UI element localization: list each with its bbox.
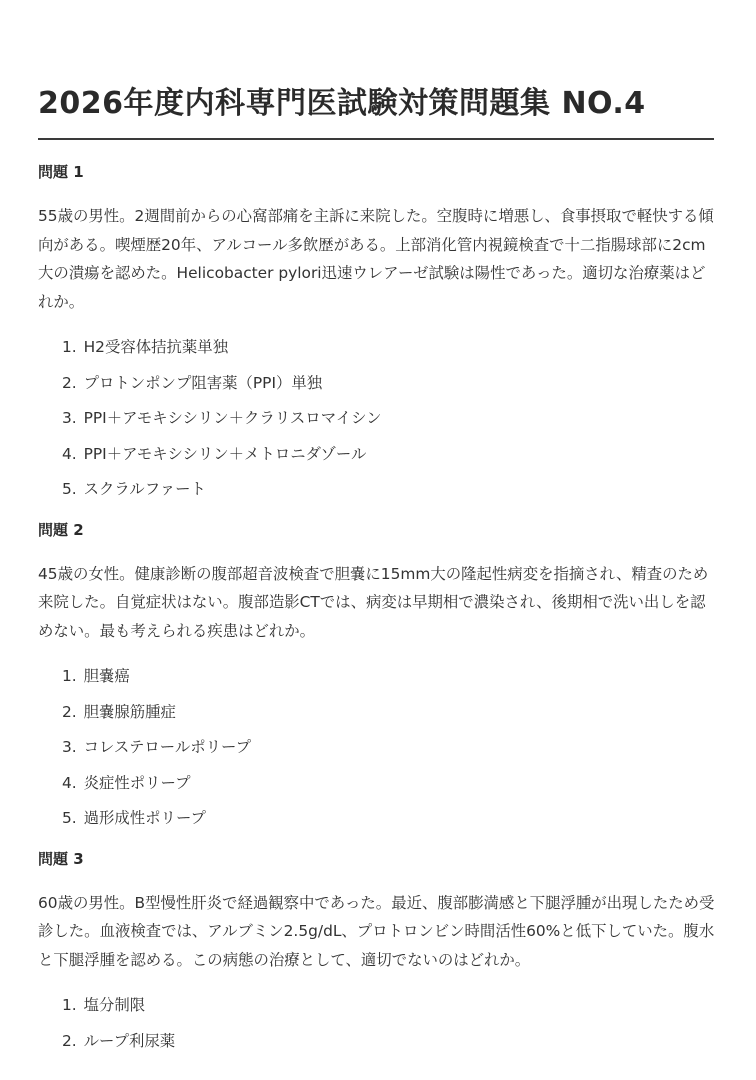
choice-number: 5. [62,480,77,498]
choice-item [62,366,718,402]
choice-text: H2受容体拮抗薬単独 [83,338,229,356]
choice-item [62,437,718,473]
choice-list [38,659,718,837]
choice-text: スクラルファート [83,480,206,498]
question-heading: 問題 3 [38,849,84,868]
question-heading: 問題 2 [38,520,84,539]
choice-item [62,401,718,437]
choice-number: 5. [62,809,77,827]
choice-number: 2. [62,373,77,392]
choice-list [38,330,718,508]
title-divider [38,138,714,140]
choice-item [62,801,718,837]
question-stem: 55歳の男性。2週間前からの心窩部痛を主訴に来院した。空腹時に増悪し、食事摂取で軽快する傾向がある。喫煙歴20年、アルコール多飲歴がある。上部消化管内視鏡検査で十二指腸球部に2cm大の潰瘍を認めた。Helicobacter pylori迅速ウレアーゼ試験は陽性であった。適切な治療薬はどれか。 [38,207,714,311]
choice-text: PPI＋アモキシシリン＋メトロニダゾール [83,444,367,463]
choice-number: 2. [62,1031,77,1050]
choice-item [62,330,718,366]
choice-number: 3. [62,409,77,427]
choice-text: 炎症性ポリープ [83,773,191,792]
choice-text: コレステロールポリープ [83,738,252,756]
document-title: 2026年度内科専門医試験対策問題集 NO.4 [38,86,646,121]
choice-text: ループ利尿薬 [83,1031,176,1050]
choice-item [62,695,718,731]
question-stem: 60歳の男性。B型慢性肝炎で経過観察中であった。最近、腹部膨満感と下腿浮腫が出現したため受診した。血液検査では、アルブミン2.5g/dL、プロトロンビン時間活性60%と低下していた。腹水と下腿浮腫を認める。この病態の治療として、適切でないのはどれか。 [38,893,715,969]
choice-text: 胆嚢腺筋腫症 [83,702,176,721]
choice-item [62,1024,718,1060]
choice-number: 3. [62,738,77,756]
choice-text: 胆嚢癌 [83,667,130,685]
choice-text: 過形成性ポリープ [83,809,206,827]
choice-number: 2. [62,702,77,721]
choice-item [62,659,718,695]
choice-number: 1. [62,996,77,1014]
question-stem: 45歳の女性。健康診断の腹部超音波検査で胆嚢に15mm大の隆起性病変を指摘され、精査のため来院した。自覚症状はない。腹部造影CTでは、病変は早期相で濃染され、後期相で洗い出しを認めない。最も考えられる疾患はどれか。 [38,564,709,640]
question-1 [38,162,718,508]
question-heading: 問題 1 [38,163,84,181]
choice-item [62,730,718,766]
choice-number: 1. [62,667,77,685]
choice-item [62,766,718,802]
choice-text: 塩分制限 [83,996,146,1014]
choice-number: 4. [62,444,77,463]
question-3 [38,849,718,1060]
choice-text: PPI＋アモキシシリン＋クラリスロマイシン [83,409,382,427]
choice-list [38,988,718,1059]
choice-item [62,988,718,1024]
choice-number: 1. [62,338,77,356]
question-2 [38,520,718,837]
choice-item [62,472,718,508]
choice-number: 4. [62,773,77,792]
choice-text: プロトンポンプ阻害薬（PPI）単独 [83,373,323,392]
